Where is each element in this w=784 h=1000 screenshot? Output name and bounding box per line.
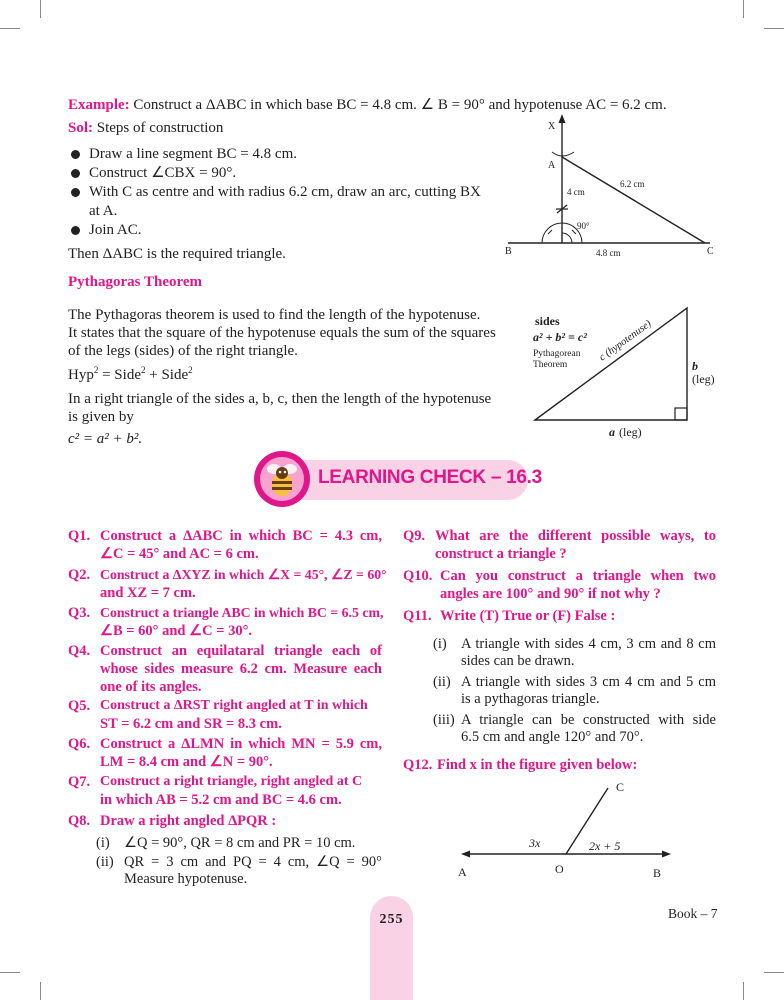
label-c: C [707,246,714,257]
fig3-left-angle: 3x [529,836,541,850]
pyth-formula: c² = a² + b². [68,431,143,447]
question-q5: Q5. Construct a ΔRST right angled at T in which ST = 6.2 cm and SR = 8.3 cm. [68,698,368,732]
pyth-line-3: of the legs (sides) of the right triangle. [68,343,298,359]
fig2-sides: sides [535,314,560,328]
step-2: Construct ∠CBX = 90°. [89,165,237,181]
label-ab: 4 cm [567,187,585,197]
hyp-formula: Hyp$^2$ = Side$^2$ + Side$^2$ [68,365,193,383]
bullet-icon [71,226,80,235]
question-q4: Q4. Construct an equilataral triangle each of whose sides measure 6.2 cm. Measure each one of its angles. [68,643,382,695]
question-q7: Q7. Construct a right triangle, right angled at C in which AB = 5.2 cm and BC = 4.6 cm. [68,774,363,808]
fig2-caption1: Pythagorean [533,349,581,359]
question-q8: Q8. Draw a right angled ΔPQR : [68,813,277,829]
fig2-a-leg: (leg) [619,425,642,439]
bullet-icon [71,150,80,159]
label-angle: 90° [577,221,590,231]
fig3-c: C [616,780,625,794]
question-q9: Q9. What are the different possible ways, to construct a triangle ? [403,528,716,562]
arrow-left [461,851,470,858]
bee-badge [254,451,310,507]
step-4: Join AC. [89,222,142,238]
pythagoras-figure [530,300,730,445]
crop-mark [0,28,20,29]
learning-check-title: LEARNING CHECK – 16.3 [318,467,542,488]
step-3: With C as centre and with radius 6.2 cm, draw an arc, cutting BX [89,184,481,200]
arrow-right [662,851,671,858]
question-q12: Q12. Find x in the figure given below: [403,757,638,773]
label-bc: 4.8 cm [596,248,621,258]
step-3-cont: at A. [89,203,118,219]
fig3-o: O [555,862,564,876]
page-number: 255 [379,912,404,927]
q11-sub-i: (i) A triangle with sides 4 cm, 3 cm and 8 cm sides can be drawn. [433,636,716,669]
fig2-a: a [609,425,615,439]
question-q10: Q10. Can you construct a triangle when two angles are 100° and 90° if not why ? [403,568,716,602]
question-q11: Q11. Write (T) True or (F) False : [403,608,616,624]
fig3-right-angle: 2x + 5 [589,839,621,853]
question-q6: Q6. Construct a ΔLMN in which MN = 5.9 cm, LM = 8.4 cm and ∠N = 90°. [68,736,382,770]
fig3-b: B [653,866,662,880]
crop-mark [40,0,41,18]
bullet-icon [71,169,80,178]
label-b: B [505,246,512,257]
q11-sub-ii: (ii) A triangle with sides 3 cm 4 cm and 5 cm is a pythagoras triangle. [433,674,716,707]
label-x: X [548,121,556,132]
fig2-caption2: Theorem [533,360,568,370]
example-text: Construct a ΔABC in which base BC = 4.8 cm. ∠ B = 90° and hypotenuse AC = 6.2 cm. [133,97,667,113]
fig2-hyp: c (hypotenuse) [597,318,654,364]
question-q3: Q3. Construct a triangle ABC in which BC = 6.5 cm, ∠B = 60° and ∠C = 30°. [68,605,384,639]
sol-text: Steps of construction [96,120,224,136]
q11-sub-iii: (iii) A triangle can be constructed with side 6.5 cm and angle 120° and 70°. [433,712,716,745]
pyth-line-2: It states that the square of the hypotenuse equals the sum of the squares [68,325,496,341]
label-ac: 6.2 cm [620,179,645,189]
sol-line [68,119,368,138]
pythagoras-heading: Pythagoras Theorem [68,274,203,290]
q8-sub-i: (i) ∠Q = 90°, QR = 8 cm and PR = 10 cm. [96,835,356,851]
pyth-line-1: The Pythagoras theorem is used to find the length of the hypotenuse. [68,307,481,323]
question-q1: Q1. Construct a ΔABC in which BC = 4.3 cm, ∠C = 45° and AC = 6 cm. [68,528,382,562]
crop-mark [743,982,744,1000]
fig2-formula: a² + b² = c² [533,330,587,344]
crop-mark [764,972,784,973]
crop-mark [764,28,784,29]
fig2-b: b [692,359,698,373]
crop-mark [743,0,744,18]
book-label: Book – 7 [668,906,718,921]
construction-figure [500,110,730,262]
crop-mark [0,972,20,973]
angle-figure [445,778,685,884]
step-1: Draw a line segment BC = 4.8 cm. [89,146,298,162]
conclusion: Then ΔABC is the required triangle. [68,246,286,262]
bullet-icon [71,188,80,197]
crop-mark [40,982,41,1000]
pyth-line-4: In a right triangle of the sides a, b, c, then the length of the hypotenuse [68,391,492,407]
right-angle-mark [675,408,687,420]
fig3-a: A [458,865,467,879]
q8-sub-ii: (ii) QR = 3 cm and PQ = 4 cm, ∠Q = 90° Measure hypotenuse. [96,854,382,887]
label-a: A [548,160,556,171]
example-label: Example: [68,97,130,113]
sol-label: Sol: [68,120,94,136]
pyth-line-5: is given by [68,409,134,425]
bee-icon [254,451,310,507]
arrow-x [559,114,566,123]
question-q2: Q2. Construct a ΔXYZ in which ∠X = 45°, ∠Z = 60° and XZ = 7 cm. [68,567,387,601]
fig2-b-leg: (leg) [692,372,715,386]
